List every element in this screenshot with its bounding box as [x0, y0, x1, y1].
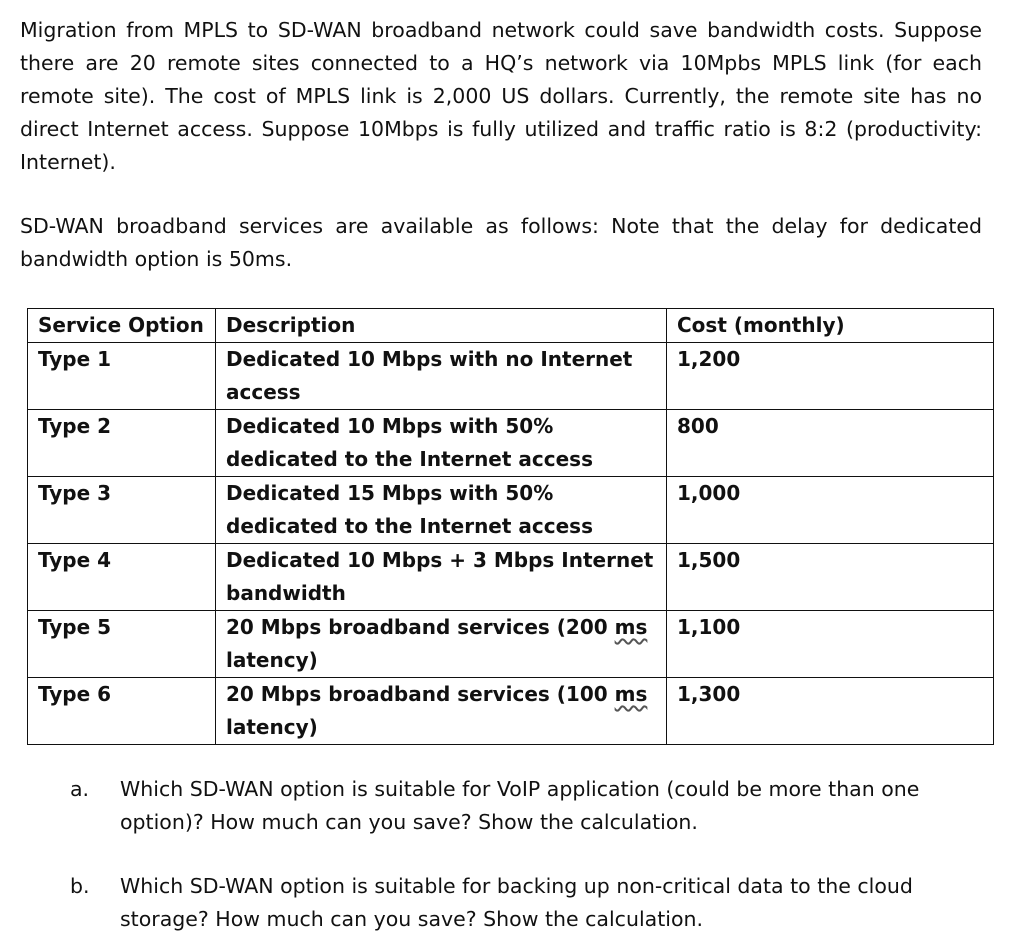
description-cell: Dedicated 15 Mbps with 50% dedicated to the Internet access [216, 477, 667, 544]
description-cell: Dedicated 10 Mbps with no Internet access [216, 343, 667, 410]
table-row [28, 678, 994, 745]
option-cell: Type 1 [28, 343, 216, 410]
table-row [28, 410, 994, 477]
table-row [28, 477, 994, 544]
service-options-table [27, 308, 994, 745]
question-b [70, 870, 982, 936]
description-cell [216, 678, 667, 745]
description-cell [216, 611, 667, 678]
option-cell: Type 5 [28, 611, 216, 678]
cost-cell: 1,100 [667, 611, 994, 678]
question-marker: b. [70, 874, 90, 898]
description-text: latency) [226, 715, 318, 739]
description-text: 20 Mbps broadband services (100 [226, 682, 615, 706]
table-row [28, 611, 994, 678]
description-cell: Dedicated 10 Mbps with 50% dedicated to the Internet access [216, 410, 667, 477]
spellcheck-marked-word: ms [614, 615, 648, 639]
option-cell: Type 2 [28, 410, 216, 477]
description-cell: Dedicated 10 Mbps + 3 Mbps Internet bandwidth [216, 544, 667, 611]
table-row [28, 343, 994, 410]
option-cell: Type 3 [28, 477, 216, 544]
table-row [28, 544, 994, 611]
question-a [70, 773, 982, 839]
services-intro-paragraph: SD-WAN broadband services are available as follows: Note that the delay for dedicated bandwidth option is 50ms. [20, 214, 982, 271]
description-text: 20 Mbps broadband services (200 [226, 615, 615, 639]
option-cell: Type 4 [28, 544, 216, 611]
header-description: Description [216, 309, 667, 343]
intro-paragraph: Migration from MPLS to SD-WAN broadband network could save bandwidth costs. Suppose there are 20 remote sites connected to a HQ’s network via 10Mpbs MPLS link (for each remote site). The cost of MPLS link is 2,000 US dollars. Currently, the remote site has no direct Internet access. Suppose 10Mbps is fully utilized and traffic ratio is 8:2 (productivity: Internet). [20, 18, 982, 174]
option-cell: Type 6 [28, 678, 216, 745]
cost-cell: 800 [667, 410, 994, 477]
cost-cell: 1,500 [667, 544, 994, 611]
question-text: Which SD-WAN option is suitable for VoIP application (could be more than one option)? How much can you save? Show the calculation. [120, 777, 920, 834]
header-cost: Cost (monthly) [667, 309, 994, 343]
cost-cell: 1,200 [667, 343, 994, 410]
cost-cell: 1,000 [667, 477, 994, 544]
cost-cell: 1,300 [667, 678, 994, 745]
header-service-option: Service Option [28, 309, 216, 343]
table-header-row [28, 309, 994, 343]
description-text: latency) [226, 648, 318, 672]
question-marker: a. [70, 777, 90, 801]
question-text: Which SD-WAN option is suitable for backing up non-critical data to the cloud storage? How much can you save? Show the calculation. [120, 874, 913, 931]
spellcheck-marked-word: ms [614, 682, 648, 706]
